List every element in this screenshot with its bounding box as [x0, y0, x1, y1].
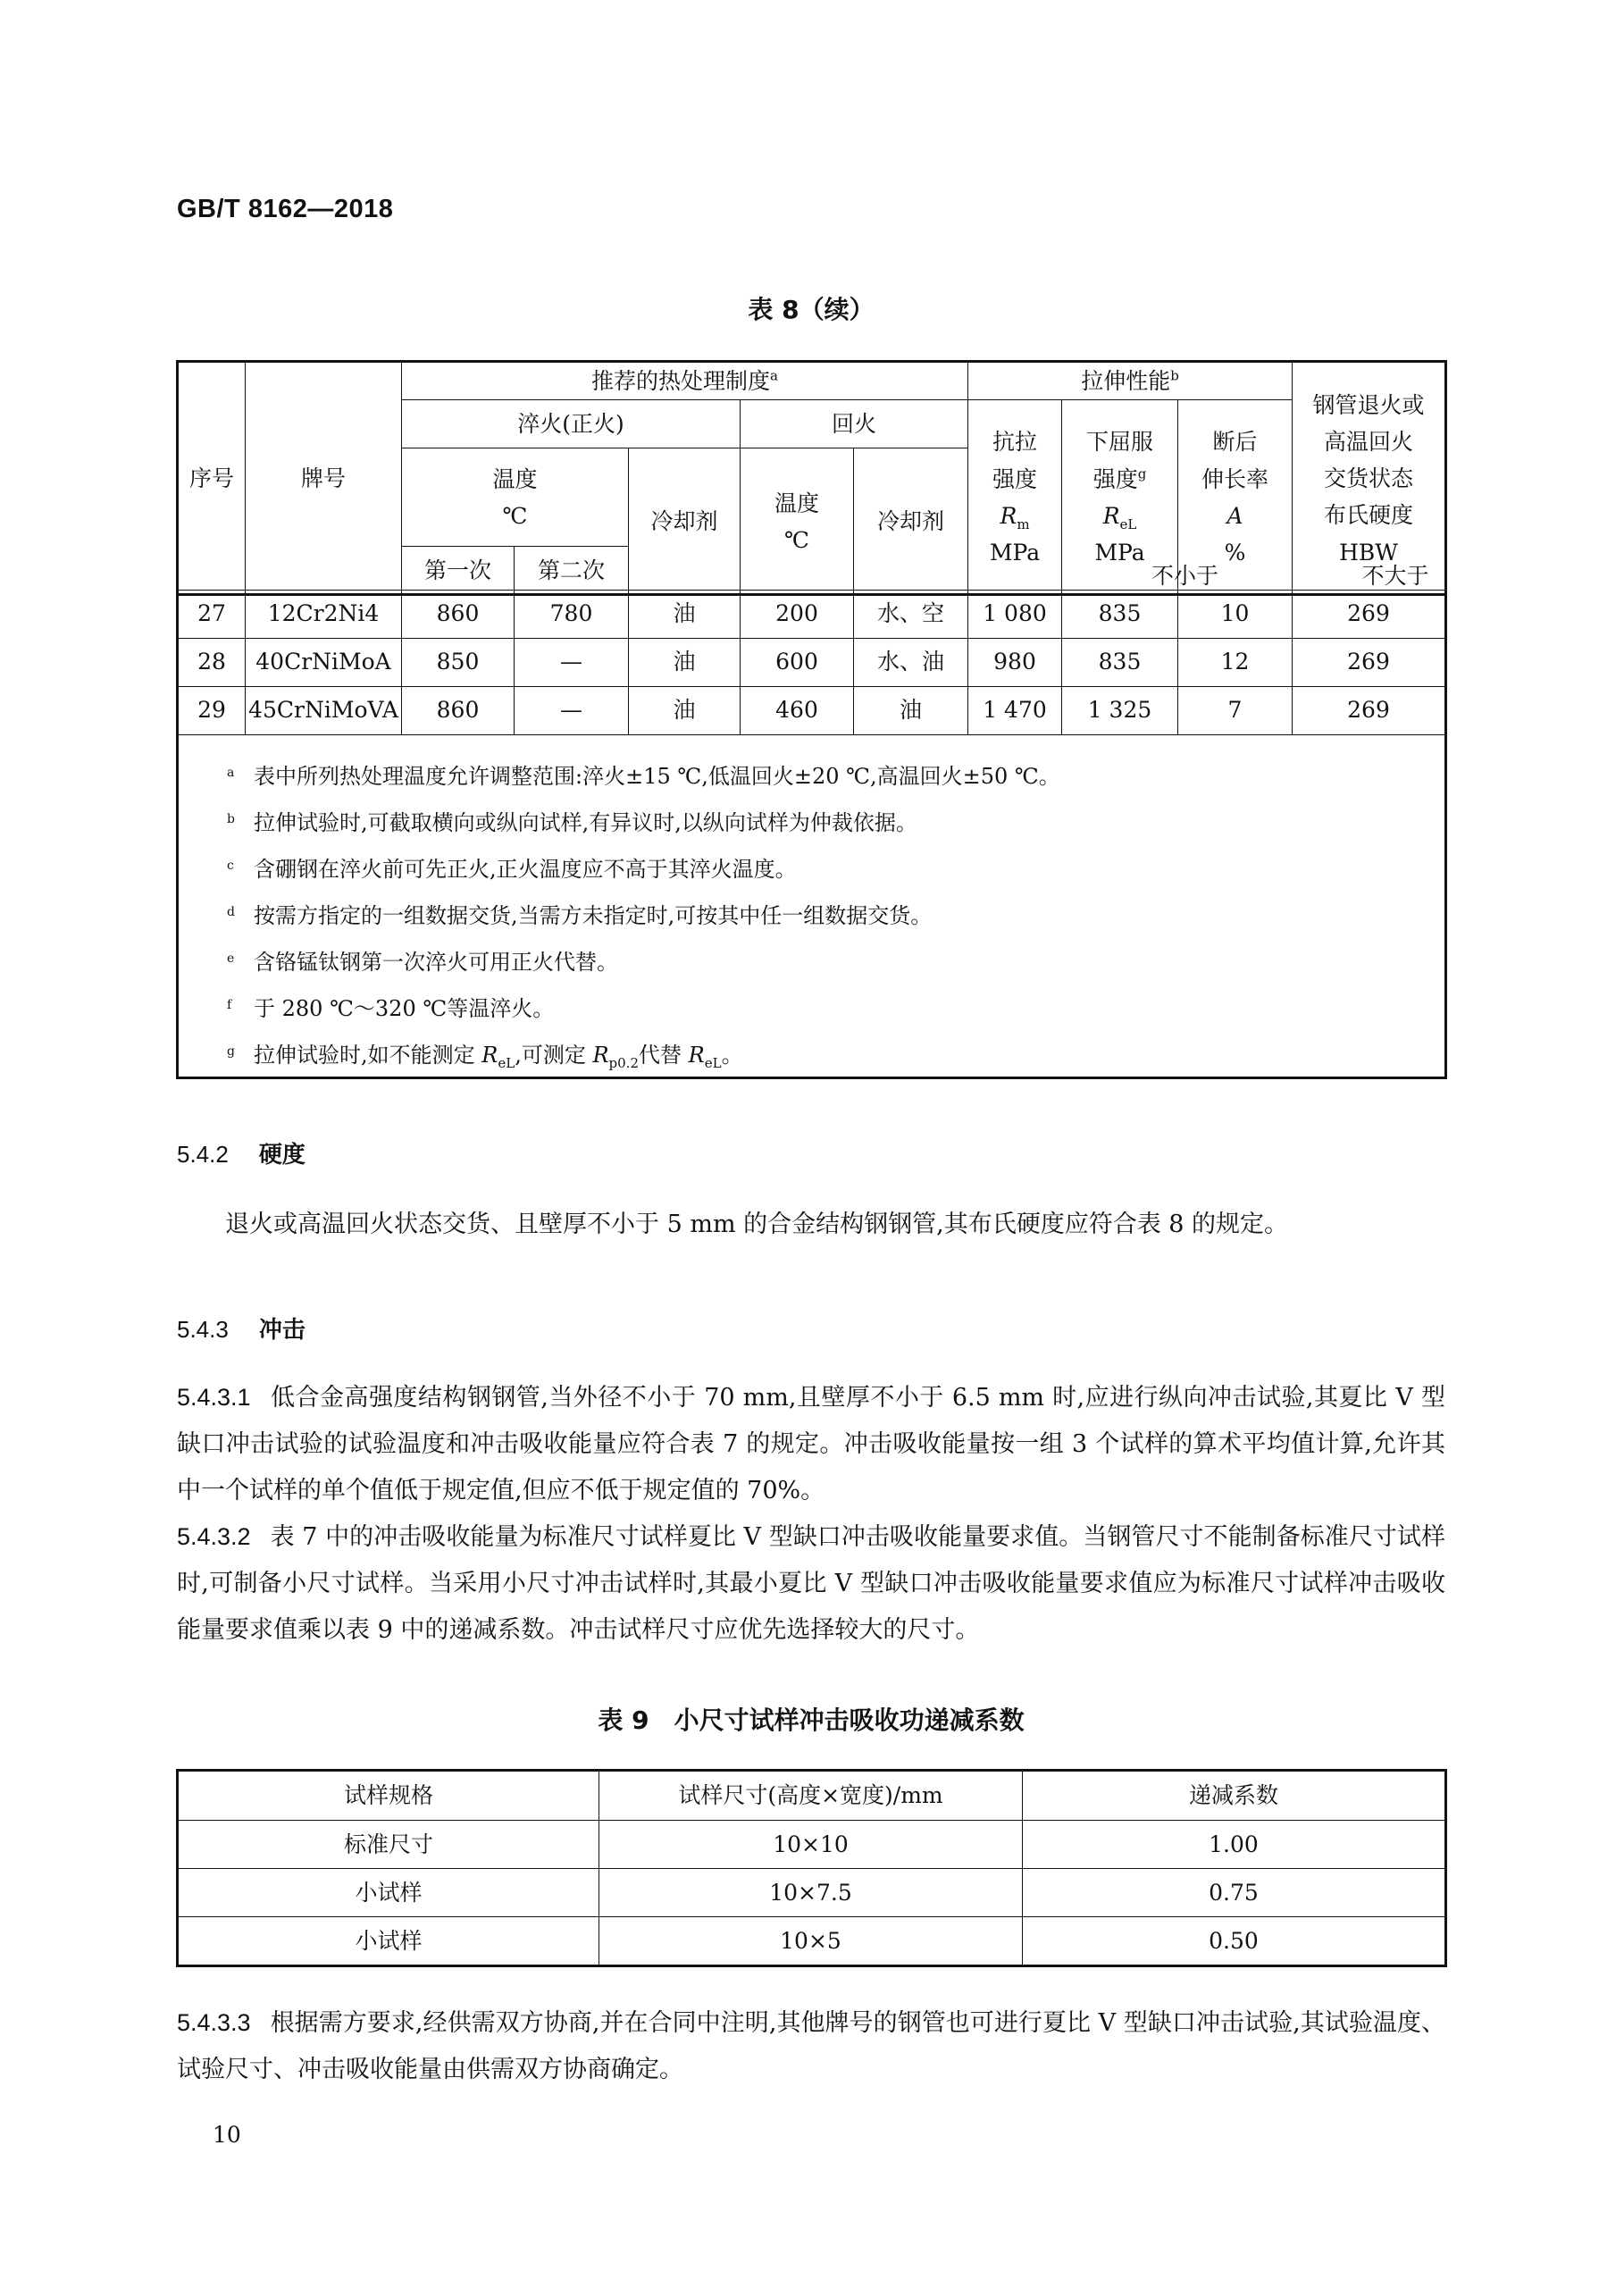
header-temper-coolant: 冷却剂: [854, 448, 968, 595]
section-5-4-3-3-text: 5.4.3.3 根据需方要求,经供需双方协商,并在合同中注明,其他牌号的钢管也可进行夏比 V 型缺口冲击试验,其试验温度、试验尺寸、冲击吸收能量由供需双方协商确定。: [177, 2009, 1445, 2083]
table-row: 29 45CrNiMoVA 860 — 油 460 油 1 470 1 325 7 269: [178, 686, 1446, 734]
footnote-b: b 拉伸试验时,可截取横向或纵向试样,有异议时,以纵向试样为仲裁依据。: [227, 809, 917, 835]
header-quench: 淬火(正火): [402, 400, 741, 448]
header-quench-coolant: 冷却剂: [629, 448, 741, 595]
header-no: 序号: [178, 362, 246, 595]
section-5-4-3-2-text: 5.4.3.2 表 7 中的冲击吸收能量为标准尺寸试样夏比 V 型缺口冲击吸收能量要求值。当钢管尺寸不能制备标准尺寸试样时,可制备小尺寸试样。当采用小尺寸冲击试样时,其最小夏比 V 型缺口冲击吸收能量要求值应为标准尺寸试样冲击吸收能量要求值乘以表 9 中的递减系数。冲击试样尺寸应优先选择较大的尺寸。: [177, 1523, 1445, 1644]
limit-not-less: 不小于: [1151, 563, 1218, 589]
header-rm: 抗拉 强度 $R_m$ MPa: [968, 400, 1062, 595]
table9-header-row: 试样规格 试样尺寸(高度×宽度)/mm 递减系数: [178, 1771, 1446, 1821]
header-second: 第二次: [515, 547, 629, 595]
table-row: 27 12Cr2Ni4 860 780 油 200 水、空 1 080 835 10 269: [178, 590, 1446, 638]
footnote-c: c 含硼钢在淬火前可先正火,正火温度应不高于其淬火温度。: [227, 856, 797, 882]
table9-caption: 表 9 小尺寸试样冲击吸收功递减系数: [598, 1705, 1025, 1735]
header-quench-temp: 温度 ℃: [402, 448, 629, 547]
page-number: 10: [213, 2122, 241, 2148]
header-grade: 牌号: [246, 362, 402, 595]
table8-notes: [178, 734, 1446, 1077]
limit-not-more: 不大于: [1361, 563, 1429, 589]
footnote-f: f 于 280 ℃～320 ℃等温淬火。: [227, 995, 555, 1021]
table8-caption: 表 8（续）: [748, 295, 875, 324]
footnote-d: d 按需方指定的一组数据交货,当需方未指定时,可按其中任一组数据交货。: [227, 902, 933, 928]
footnote-g: g 拉伸试验时,如不能测定 $R_{eL}$,可测定 $R_{p0.2}$代替 $R_{eL}$。: [227, 1042, 743, 1071]
table-row: 小试样 10×7.5 0.75: [178, 1869, 1446, 1917]
section-5-4-2-text: 退火或高温回火状态交货、且壁厚不小于 5 mm 的合金结构钢钢管,其布氏硬度应符合表 8 的规定。: [225, 1211, 1289, 1238]
table-row: 28 40CrNiMoA 850 — 油 600 水、油 980 835 12 269: [178, 638, 1446, 686]
header-tensile: 拉伸性能$^b$: [968, 362, 1293, 400]
section-5-4-2-heading: 5.4.2 硬度: [177, 1141, 306, 1169]
section-5-4-3-1-text: 5.4.3.1 低合金高强度结构钢钢管,当外径不小于 70 mm,且壁厚不小于 6.5 mm 时,应进行纵向冲击试验,其夏比 V 型缺口冲击试验的试验温度和冲击吸收能量应符合表 7 的规定。冲击吸收能量按一组 3 个试样的算术平均值计算,允许其中一个试样的单个值低于规定值,但应不低于规定值的 70%。: [177, 1384, 1445, 1504]
header-temper: 回火: [741, 400, 968, 448]
footnote-a: a 表中所列热处理温度允许调整范围:淬火±15 ℃,低温回火±20 ℃,高温回火±50 ℃。: [227, 763, 1060, 789]
header-elongation: 断后 伸长率 A %: [1178, 400, 1293, 595]
header-temper-temp: 温度 ℃: [741, 448, 854, 595]
table-row: 标准尺寸 10×10 1.00: [178, 1821, 1446, 1869]
table8-limit-row: [176, 560, 1444, 592]
standard-code: GB/T 8162—2018: [177, 195, 394, 223]
footnote-e: e 含铬锰钛钢第一次淬火可用正火代替。: [227, 949, 618, 975]
table-row: 小试样 10×5 0.50: [178, 1917, 1446, 1966]
header-heat-treatment: 推荐的热处理制度$^a$: [402, 362, 968, 400]
table9: [176, 1769, 1447, 1967]
table8-body: [176, 590, 1447, 1079]
section-5-4-3-heading: 5.4.3 冲击: [177, 1316, 306, 1344]
header-first: 第一次: [402, 547, 515, 595]
header-rel: 下屈服 强度$^g$ $R_{eL}$ MPa: [1062, 400, 1178, 595]
header-hardness: 钢管退火或 高温回火 交货状态 布氏硬度 HBW: [1293, 362, 1446, 595]
